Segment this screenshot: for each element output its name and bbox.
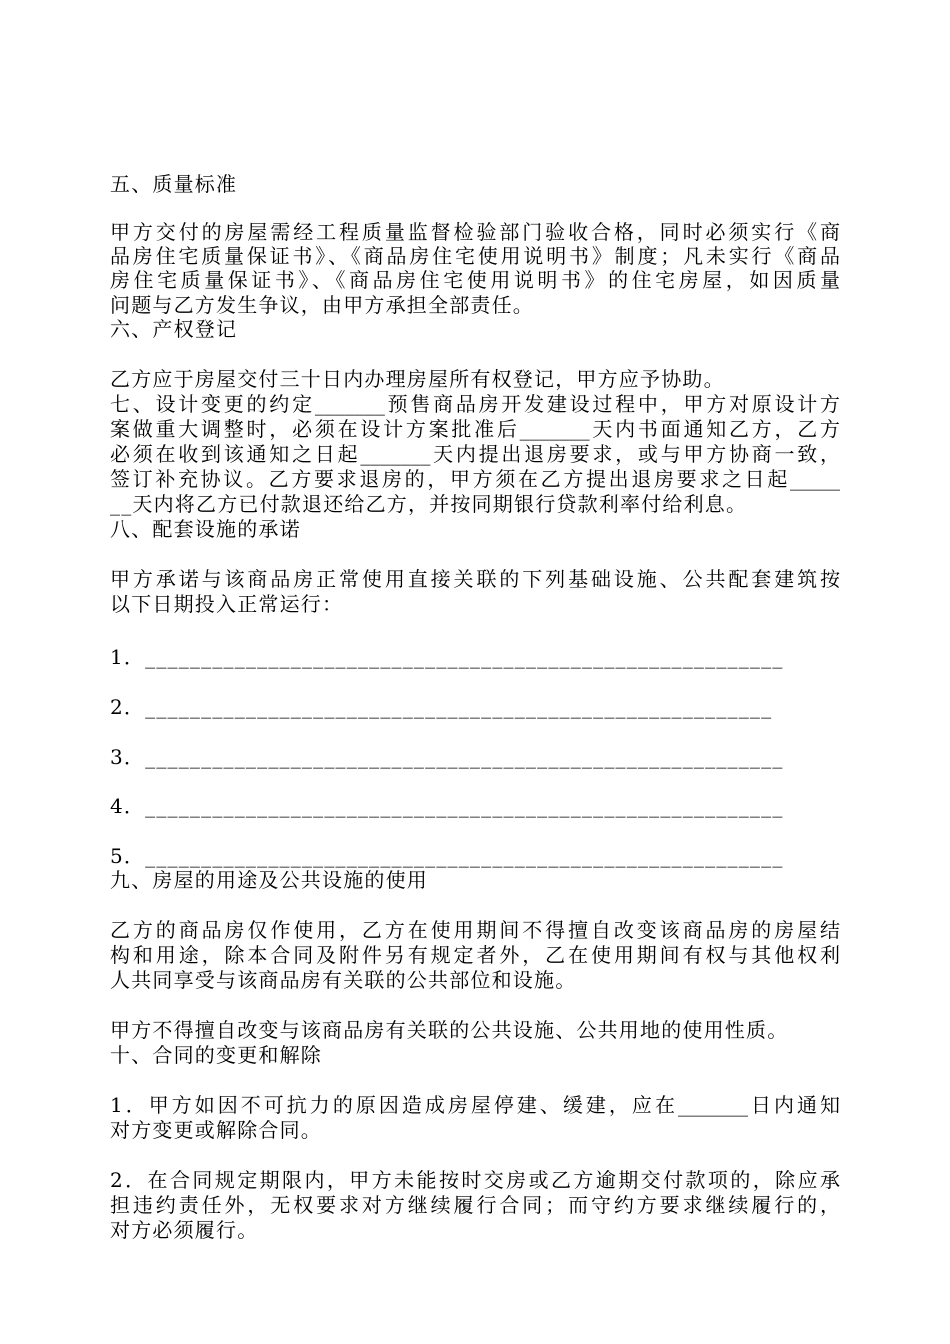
section-9-paragraph-2: 甲方不得擅自改变与该商品房有关联的公共设施、公共用地的使用性质。 — [110, 1018, 789, 1042]
section-5-heading: 五、质量标准 — [110, 172, 238, 196]
section-5-paragraph-line: 问题与乙方发生争议，由甲方承担全部责任。 — [110, 293, 534, 317]
section-7-line: 案做重大调整时，必须在设计方案批准后_______天内书面通知乙方，乙方 — [110, 417, 840, 441]
facility-item-2: 2．________________________________________________________ — [110, 695, 773, 719]
facility-item-3: 3．_________________________________________________________ — [110, 745, 784, 769]
section-10-clause-2-line: 对方必须履行。 — [110, 1218, 259, 1242]
section-6-heading: 六、产权登记 — [110, 317, 238, 341]
section-5-paragraph-line: 品房住宅质量保证书》、《商品房住宅使用说明书》制度；凡未实行《商品 — [110, 244, 840, 268]
section-10-clause-2-line: 2．在合同规定期限内，甲方未能按时交房或乙方逾期交付款项的，除应承 — [110, 1168, 840, 1192]
section-9-paragraph-line: 构和用途，除本合同及附件另有规定者外，乙在使用期间有权与其他权利 — [110, 943, 840, 967]
section-7-line: __天内将乙方已付款退还给乙方，并按同期银行贷款利率付给利息。 — [110, 492, 748, 516]
section-10-clause-1-line: 对方变更或解除合同。 — [110, 1118, 322, 1142]
section-5-paragraph-line: 甲方交付的房屋需经工程质量监督检验部门验收合格，同时必须实行《商 — [110, 220, 840, 244]
section-7-line: 必须在收到该通知之日起_______天内提出退房要求，或与甲方协商一致， — [110, 442, 840, 466]
section-5-paragraph-line: 房住宅质量保证书》、《商品房住宅使用说明书》的住宅房屋，如因质量 — [110, 268, 840, 292]
section-10-clause-2-line: 担违约责任外，无权要求对方继续履行合同；而守约方要求继续履行的， — [110, 1193, 840, 1217]
section-7-line: 七、设计变更的约定_______预售商品房开发建设过程中，甲方对原设计方 — [110, 392, 840, 416]
section-8-paragraph-line: 甲方承诺与该商品房正常使用直接关联的下列基础设施、公共配套建筑按 — [110, 567, 840, 591]
facility-item-1: 1．_________________________________________________________ — [110, 645, 784, 669]
section-6-paragraph: 乙方应于房屋交付三十日内办理房屋所有权登记，甲方应予协助。 — [110, 367, 725, 391]
section-9-heading: 九、房屋的用途及公共设施的使用 — [110, 868, 428, 892]
section-8-paragraph-line: 以下日期投入正常运行： — [110, 592, 344, 616]
section-7-line: 签订补充协议。乙方要求退房的，甲方须在乙方提出退房要求之日起_____ — [110, 467, 840, 491]
facility-item-5: 5．_________________________________________________________ — [110, 844, 784, 868]
section-10-heading: 十、合同的变更和解除 — [110, 1043, 322, 1067]
section-8-heading: 八、配套设施的承诺 — [110, 517, 301, 541]
section-9-paragraph-line: 乙方的商品房仅作使用，乙方在使用期间不得擅自改变该商品房的房屋结 — [110, 918, 840, 942]
facility-item-4: 4．_________________________________________________________ — [110, 794, 784, 818]
section-9-paragraph-line: 人共同享受与该商品房有关联的公共部位和设施。 — [110, 968, 577, 992]
section-10-clause-1-line: 1．甲方如因不可抗力的原因造成房屋停建、缓建，应在_______日内通知 — [110, 1093, 840, 1117]
